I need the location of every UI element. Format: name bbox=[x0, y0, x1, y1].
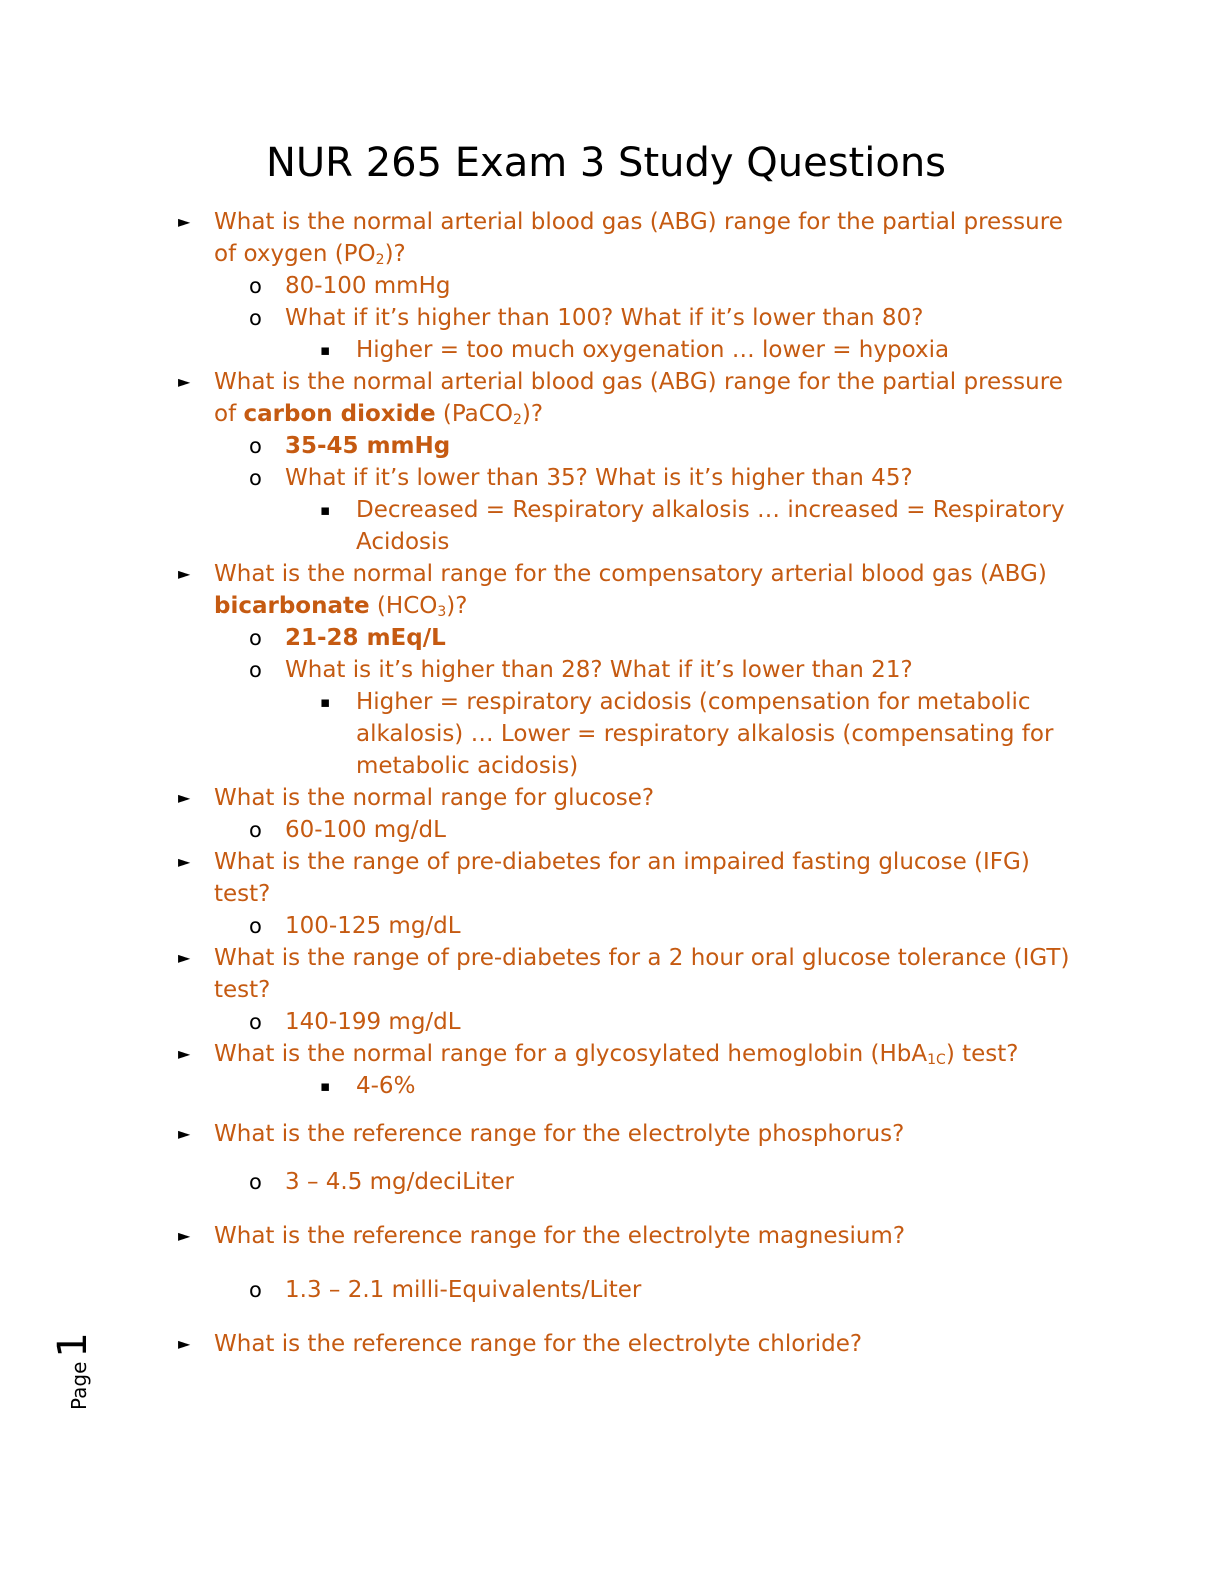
answer-item bbox=[0, 270, 1075, 302]
answer-text: 140-199 mg/dL bbox=[285, 1009, 461, 1035]
circle-bullet-icon: o bbox=[249, 306, 262, 330]
subscript: 3 bbox=[437, 604, 447, 620]
followup-item bbox=[0, 654, 1075, 686]
answer-text: 35-45 mmHg bbox=[285, 433, 451, 459]
answer-text: 1.3 – 2.1 milli-Equivalents/Liter bbox=[285, 1277, 642, 1303]
arrow-bullet-icon: ► bbox=[178, 1226, 191, 1245]
circle-bullet-icon: o bbox=[249, 434, 262, 458]
answer-item bbox=[0, 1070, 1076, 1102]
circle-bullet-icon: o bbox=[249, 626, 262, 650]
answer-item bbox=[0, 1166, 1075, 1198]
arrow-bullet-icon: ► bbox=[178, 1124, 191, 1143]
detail-item bbox=[0, 494, 1076, 558]
followup-text: What if it’s higher than 100? What if it’s lower than 80? bbox=[285, 305, 924, 331]
question-text: (PaCO bbox=[435, 401, 513, 427]
question-text: What is the normal range for the compensatory arterial blood gas (ABG) bbox=[214, 561, 1047, 587]
arrow-bullet-icon: ► bbox=[178, 564, 191, 583]
arrow-bullet-icon: ► bbox=[178, 852, 191, 871]
detail-text: Higher = too much oxygenation … lower = hypoxia bbox=[356, 337, 950, 363]
followup-item bbox=[0, 462, 1075, 494]
circle-bullet-icon: o bbox=[249, 466, 262, 490]
page-number-label bbox=[50, 1290, 96, 1410]
circle-bullet-icon: o bbox=[249, 1170, 262, 1194]
question-text: ) test? bbox=[945, 1041, 1019, 1067]
question-item bbox=[0, 558, 1074, 622]
answer-text: 4-6% bbox=[356, 1073, 416, 1099]
question-item bbox=[0, 366, 1074, 430]
followup-text: What is it’s higher than 28? What if it’s lower than 21? bbox=[285, 657, 913, 683]
arrow-bullet-icon: ► bbox=[178, 212, 191, 231]
detail-item bbox=[0, 686, 1076, 782]
question-text: What is the normal arterial blood gas (ABG) range for the partial pressure of oxygen (PO bbox=[214, 209, 1063, 267]
question-item bbox=[0, 1328, 1074, 1360]
question-list bbox=[0, 206, 1224, 1360]
question-item bbox=[0, 1220, 1074, 1252]
answer-text: 3 – 4.5 mg/deciLiter bbox=[285, 1169, 515, 1195]
page-title: NUR 265 Exam 3 Study Questions bbox=[265, 140, 947, 186]
question-text: (HCO bbox=[369, 593, 438, 619]
arrow-bullet-icon: ► bbox=[178, 1044, 191, 1063]
arrow-bullet-icon: ► bbox=[178, 1334, 191, 1353]
question-item bbox=[0, 846, 1074, 910]
square-bullet-icon: ▪ bbox=[320, 1077, 331, 1095]
answer-item bbox=[0, 1006, 1075, 1038]
square-bullet-icon: ▪ bbox=[320, 501, 331, 519]
question-text: What is the range of pre-diabetes for a 2 hour oral glucose tolerance (IGT) test? bbox=[214, 945, 1070, 1003]
question-text: What is the normal arterial blood gas (ABG) range for the partial pressure of bbox=[214, 369, 1063, 427]
arrow-bullet-icon: ► bbox=[178, 948, 191, 967]
question-item bbox=[0, 1038, 1074, 1070]
bold-term: carbon dioxide bbox=[243, 401, 436, 427]
square-bullet-icon: ▪ bbox=[320, 341, 331, 359]
question-text: What is the range of pre-diabetes for an impaired fasting glucose (IFG) test? bbox=[214, 849, 1030, 907]
answer-item bbox=[0, 1274, 1075, 1306]
question-text: What is the normal range for a glycosylated hemoglobin (HbA bbox=[214, 1041, 928, 1067]
answer-item bbox=[0, 430, 1075, 462]
detail-item bbox=[0, 334, 1076, 366]
page-word: Page bbox=[67, 1361, 91, 1410]
circle-bullet-icon: o bbox=[249, 1010, 262, 1034]
answer-text: 21-28 mEq/L bbox=[285, 625, 446, 651]
square-bullet-icon: ▪ bbox=[320, 693, 331, 711]
answer-text: 100-125 mg/dL bbox=[285, 913, 461, 939]
answer-item bbox=[0, 910, 1075, 942]
question-text: )? bbox=[446, 593, 468, 619]
followup-item bbox=[0, 302, 1075, 334]
question-item bbox=[0, 942, 1074, 1006]
answer-text: 80-100 mmHg bbox=[285, 273, 451, 299]
question-item bbox=[0, 1118, 1074, 1150]
page-number: 1 bbox=[50, 1332, 96, 1358]
answer-text: 60-100 mg/dL bbox=[285, 817, 446, 843]
question-item bbox=[0, 782, 1074, 814]
circle-bullet-icon: o bbox=[249, 274, 262, 298]
detail-text: Higher = respiratory acidosis (compensation for metabolic alkalosis) … Lower = respiratory alkalosis (compensating for metabolic acidosis) bbox=[356, 689, 1054, 779]
circle-bullet-icon: o bbox=[249, 818, 262, 842]
question-text: What is the reference range for the electrolyte phosphorus? bbox=[214, 1121, 905, 1147]
circle-bullet-icon: o bbox=[249, 914, 262, 938]
followup-text: What if it’s lower than 35? What is it’s higher than 45? bbox=[285, 465, 913, 491]
circle-bullet-icon: o bbox=[249, 658, 262, 682]
subscript: 2 bbox=[512, 412, 522, 428]
detail-text: Decreased = Respiratory alkalosis … increased = Respiratory Acidosis bbox=[356, 497, 1065, 555]
answer-item bbox=[0, 814, 1075, 846]
arrow-bullet-icon: ► bbox=[178, 788, 191, 807]
question-text: )? bbox=[384, 241, 406, 267]
answer-item bbox=[0, 622, 1075, 654]
question-text: What is the reference range for the electrolyte chloride? bbox=[214, 1331, 863, 1357]
question-item bbox=[0, 206, 1074, 270]
arrow-bullet-icon: ► bbox=[178, 372, 191, 391]
subscript: 1C bbox=[927, 1052, 946, 1068]
question-text: What is the reference range for the electrolyte magnesium? bbox=[214, 1223, 906, 1249]
bold-term: bicarbonate bbox=[214, 593, 370, 619]
question-text: What is the normal range for glucose? bbox=[214, 785, 655, 811]
question-text: )? bbox=[521, 401, 544, 427]
circle-bullet-icon: o bbox=[249, 1278, 262, 1302]
subscript: 2 bbox=[375, 252, 385, 268]
